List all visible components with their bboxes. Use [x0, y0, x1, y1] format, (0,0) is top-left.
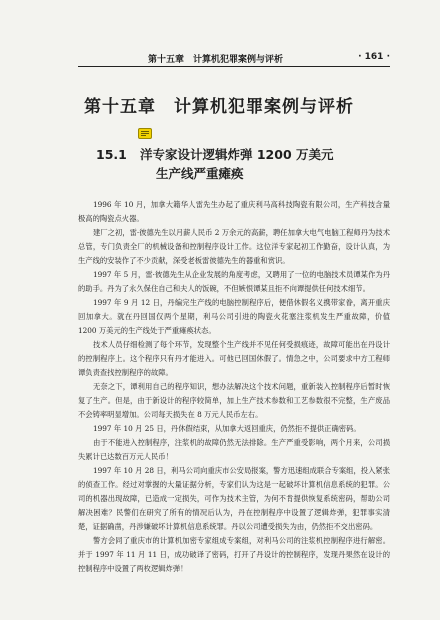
- paragraph: 1997 年 10 月 25 日，丹休假结束，从加拿大返回重庆，仍然拒不提供正确密码。: [93, 424, 361, 433]
- chapter-title: 第十五章 计算机犯罪案例与评析: [84, 97, 354, 117]
- header-rule: [78, 66, 390, 67]
- paragraph: 1997 年 9 月 12 日，丹编完生产线的电脑控制程序后，便借休假名义携带家眷，离开重庆回加拿大。就在丹回国仅两个星期，利马公司引进的陶瓷火花塞注浆机发生严重故障，价值 1200 万美元的生产线处于严重瘫痪状态。: [78, 298, 390, 335]
- paragraph: 由于不能进入控制程序，注浆机的故障仍然无法排除。生产严重受影响，两个月来，公司损失累计已达数百万元人民币！: [78, 438, 390, 461]
- page-number: · 161 ·: [358, 52, 390, 62]
- running-header: [78, 52, 390, 66]
- paragraph: 1997 年 5 月，雷·彼德先生从企业发展的角度考虑，又聘用了一位的电脑技术员谭某作为丹的助手。丹为了永久保住自己和夫人的饭碗，不但嫉恨谭某且拒不向谭提供任何技术细节。: [78, 270, 390, 293]
- paragraph: 无奈之下，谭利用自己的程序知识，想办法解决这个技术问题，重新装入控制程序后暂时恢复了生产。但是，由于新设计的程序较简单，加上生产技术参数和工艺参数很不完整，生产废品不会铸率明显增加。公司每天损失在 8 万元人民币左右。: [78, 382, 390, 419]
- paragraph: 1996 年 10 月，加拿大籍华人雷先生办起了重庆利马高科技陶瓷有限公司，生产科技含量极高的陶瓷点火器。: [78, 200, 390, 223]
- paragraph: 1997 年 10 月 28 日，利马公司向重庆市公安局报案，警方迅速组成联合专案组，投入紧张的侦查工作。经过对掌握的大量证据分析，专家们认为这是一起破坏计算机信息系统的犯罪。公司的机器出现故障，已造成一定损失，可作为技术主管，为何不肯提供恢复系统密码，帮助公司解决困难？民警们在研究了所有的情况后认为，丹在控制程序中设置了逻辑炸弹，犯罪事实清楚，证据确凿，丹涉嫌破坏计算机信息系统罪。丹以公司遭受损失为由，仍然拒不交出密码。: [78, 466, 390, 531]
- paragraph: 建厂之初，雷·彼德先生以月薪人民币 2 万余元的高薪，聘任加拿大电气电脑工程师丹为技术总管，专门负责全厂的机械设备和控制程序设计工作。这位洋专家起初工作勤奋，设计认真，为生产线的安装作了不少贡献，深受老板雷彼德先生的器重和赏识。: [78, 228, 390, 265]
- paragraph: 警方会同了重庆市的计算机加密专家组成专案组，对利马公司的注浆机控制程序进行解密。并于 1997 年 11 月 11 日，成功破译了密码，打开了丹设计的控制程序，发现丹果然在设计的控制程序中设置了两枚逻辑炸弹！: [78, 536, 390, 573]
- paragraph: 技术人员仔细检测了每个环节，发现整个生产线并不见任何受损痕迹，故障可能出在丹设计的控制程序上。这个程序只有丹才能进入。可他已回国休假了。情急之中，公司要求中方工程师谭负责查找控制程序的故障。: [78, 340, 390, 377]
- note-icon[interactable]: [138, 128, 152, 139]
- body-text: [78, 198, 390, 576]
- section-number: 15.1: [96, 147, 127, 162]
- section-title-line1: 洋专家设计逻辑炸弹 1200 万美元: [140, 147, 334, 162]
- running-header-chapter: 第十五章 计算机犯罪案例与评析: [148, 55, 284, 65]
- section-title-line2: 生产线严重瘫痪: [156, 166, 244, 181]
- section-title: [96, 145, 396, 183]
